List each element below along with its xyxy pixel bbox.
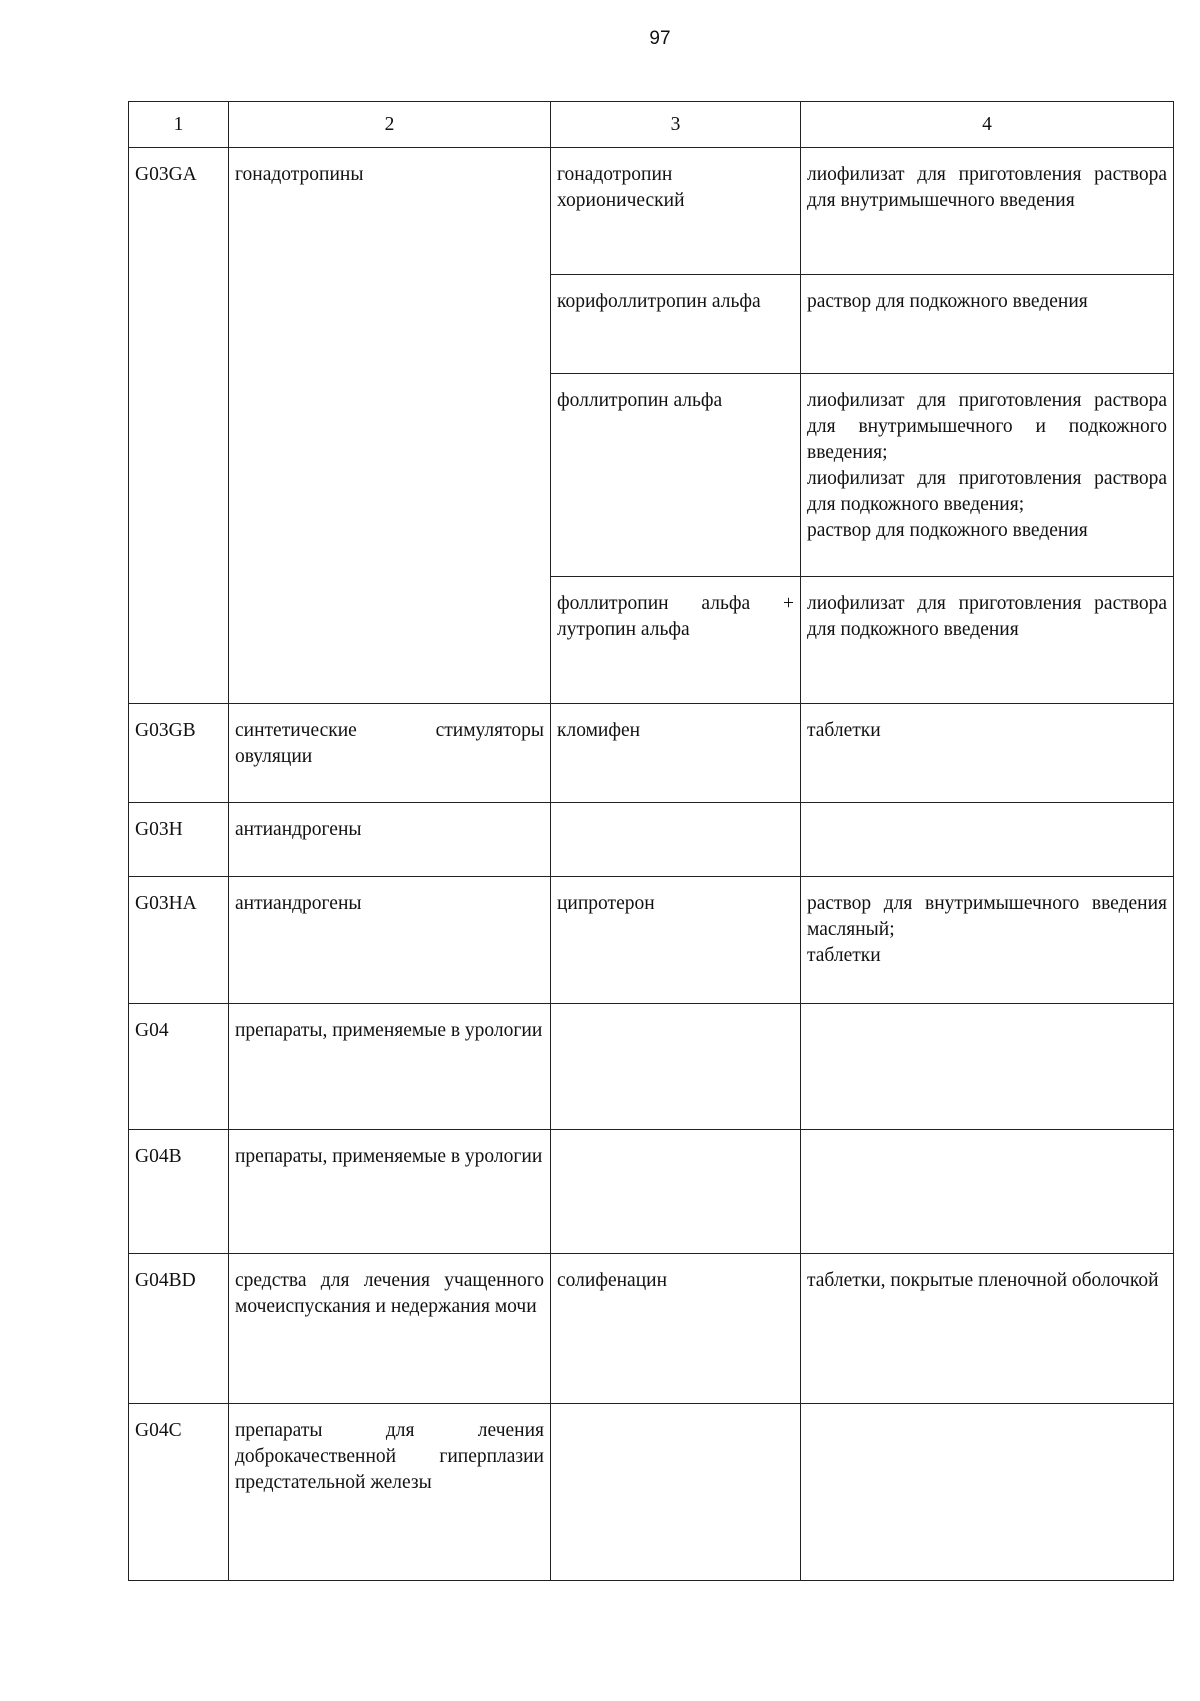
group-name: препараты для лечения доброкачественной гиперплазии предстательной железы [229, 1404, 551, 1581]
group-name: препараты, применяемые в урологии [229, 1004, 551, 1130]
dosage-form: лиофилизат для приготовления раствора для подкожного введения [801, 577, 1174, 704]
table-row [129, 1254, 1174, 1404]
group-name: препараты, применяемые в урологии [229, 1130, 551, 1254]
atc-code: G04 [129, 1004, 229, 1130]
table-row [129, 877, 1174, 1004]
dosage-form: таблетки [801, 704, 1174, 803]
dosage-form [801, 1004, 1174, 1130]
table-row [129, 1404, 1174, 1581]
atc-code: G03H [129, 803, 229, 877]
header-col-4: 4 [801, 102, 1174, 148]
drug-name [551, 803, 801, 877]
group-name: синтетические стимуляторы овуляции [229, 704, 551, 803]
group-name: гонадотропины [229, 148, 551, 704]
dosage-form [801, 374, 1174, 577]
atc-code: G03GA [129, 148, 229, 704]
drug-name: фоллитропин альфа + лутропин альфа [551, 577, 801, 704]
table-row [129, 803, 1174, 877]
group-name: антиандрогены [229, 803, 551, 877]
drug-name: гонадотропин хорионический [551, 148, 801, 275]
table-header-row [129, 102, 1174, 148]
dosage-form [801, 1130, 1174, 1254]
drug-name [551, 1130, 801, 1254]
dosage-form [801, 877, 1174, 1004]
atc-code: G03HA [129, 877, 229, 1004]
drug-name: ципротерон [551, 877, 801, 1004]
drug-name: солифенацин [551, 1254, 801, 1404]
table-row [129, 1004, 1174, 1130]
group-name: антиандрогены [229, 877, 551, 1004]
dosage-form-line: таблетки [807, 945, 881, 966]
dosage-form [801, 803, 1174, 877]
dosage-form: лиофилизат для приготовления раствора для внутримышечного введения [801, 148, 1174, 275]
drug-classification-table [128, 101, 1174, 1581]
page-number: 97 [649, 28, 671, 49]
drug-name: кломифен [551, 704, 801, 803]
dosage-form [801, 1404, 1174, 1581]
atc-code: G03GB [129, 704, 229, 803]
dosage-form: раствор для подкожного введения [801, 275, 1174, 374]
dosage-form-line: лиофилизат для приготовления раствора для подкожного введения; [807, 468, 1167, 515]
dosage-form-line: лиофилизат для приготовления раствора для внутримышечного и подкожного введения; [807, 390, 1167, 463]
table-row [129, 1130, 1174, 1254]
atc-code: G04BD [129, 1254, 229, 1404]
atc-code: G04B [129, 1130, 229, 1254]
group-name: средства для лечения учащенного мочеиспускания и недержания мочи [229, 1254, 551, 1404]
header-col-2: 2 [229, 102, 551, 148]
header-col-1: 1 [129, 102, 229, 148]
header-col-3: 3 [551, 102, 801, 148]
dosage-form: таблетки, покрытые пленочной оболочкой [801, 1254, 1174, 1404]
drug-name: корифоллитропин альфа [551, 275, 801, 374]
dosage-form-line: раствор для внутримышечного введения масляный; [807, 893, 1167, 940]
dosage-form-line: раствор для подкожного введения [807, 520, 1088, 541]
drug-name [551, 1404, 801, 1581]
table-row [129, 704, 1174, 803]
atc-code: G04C [129, 1404, 229, 1581]
drug-name: фоллитропин альфа [551, 374, 801, 577]
table-row [129, 148, 1174, 275]
drug-name [551, 1004, 801, 1130]
